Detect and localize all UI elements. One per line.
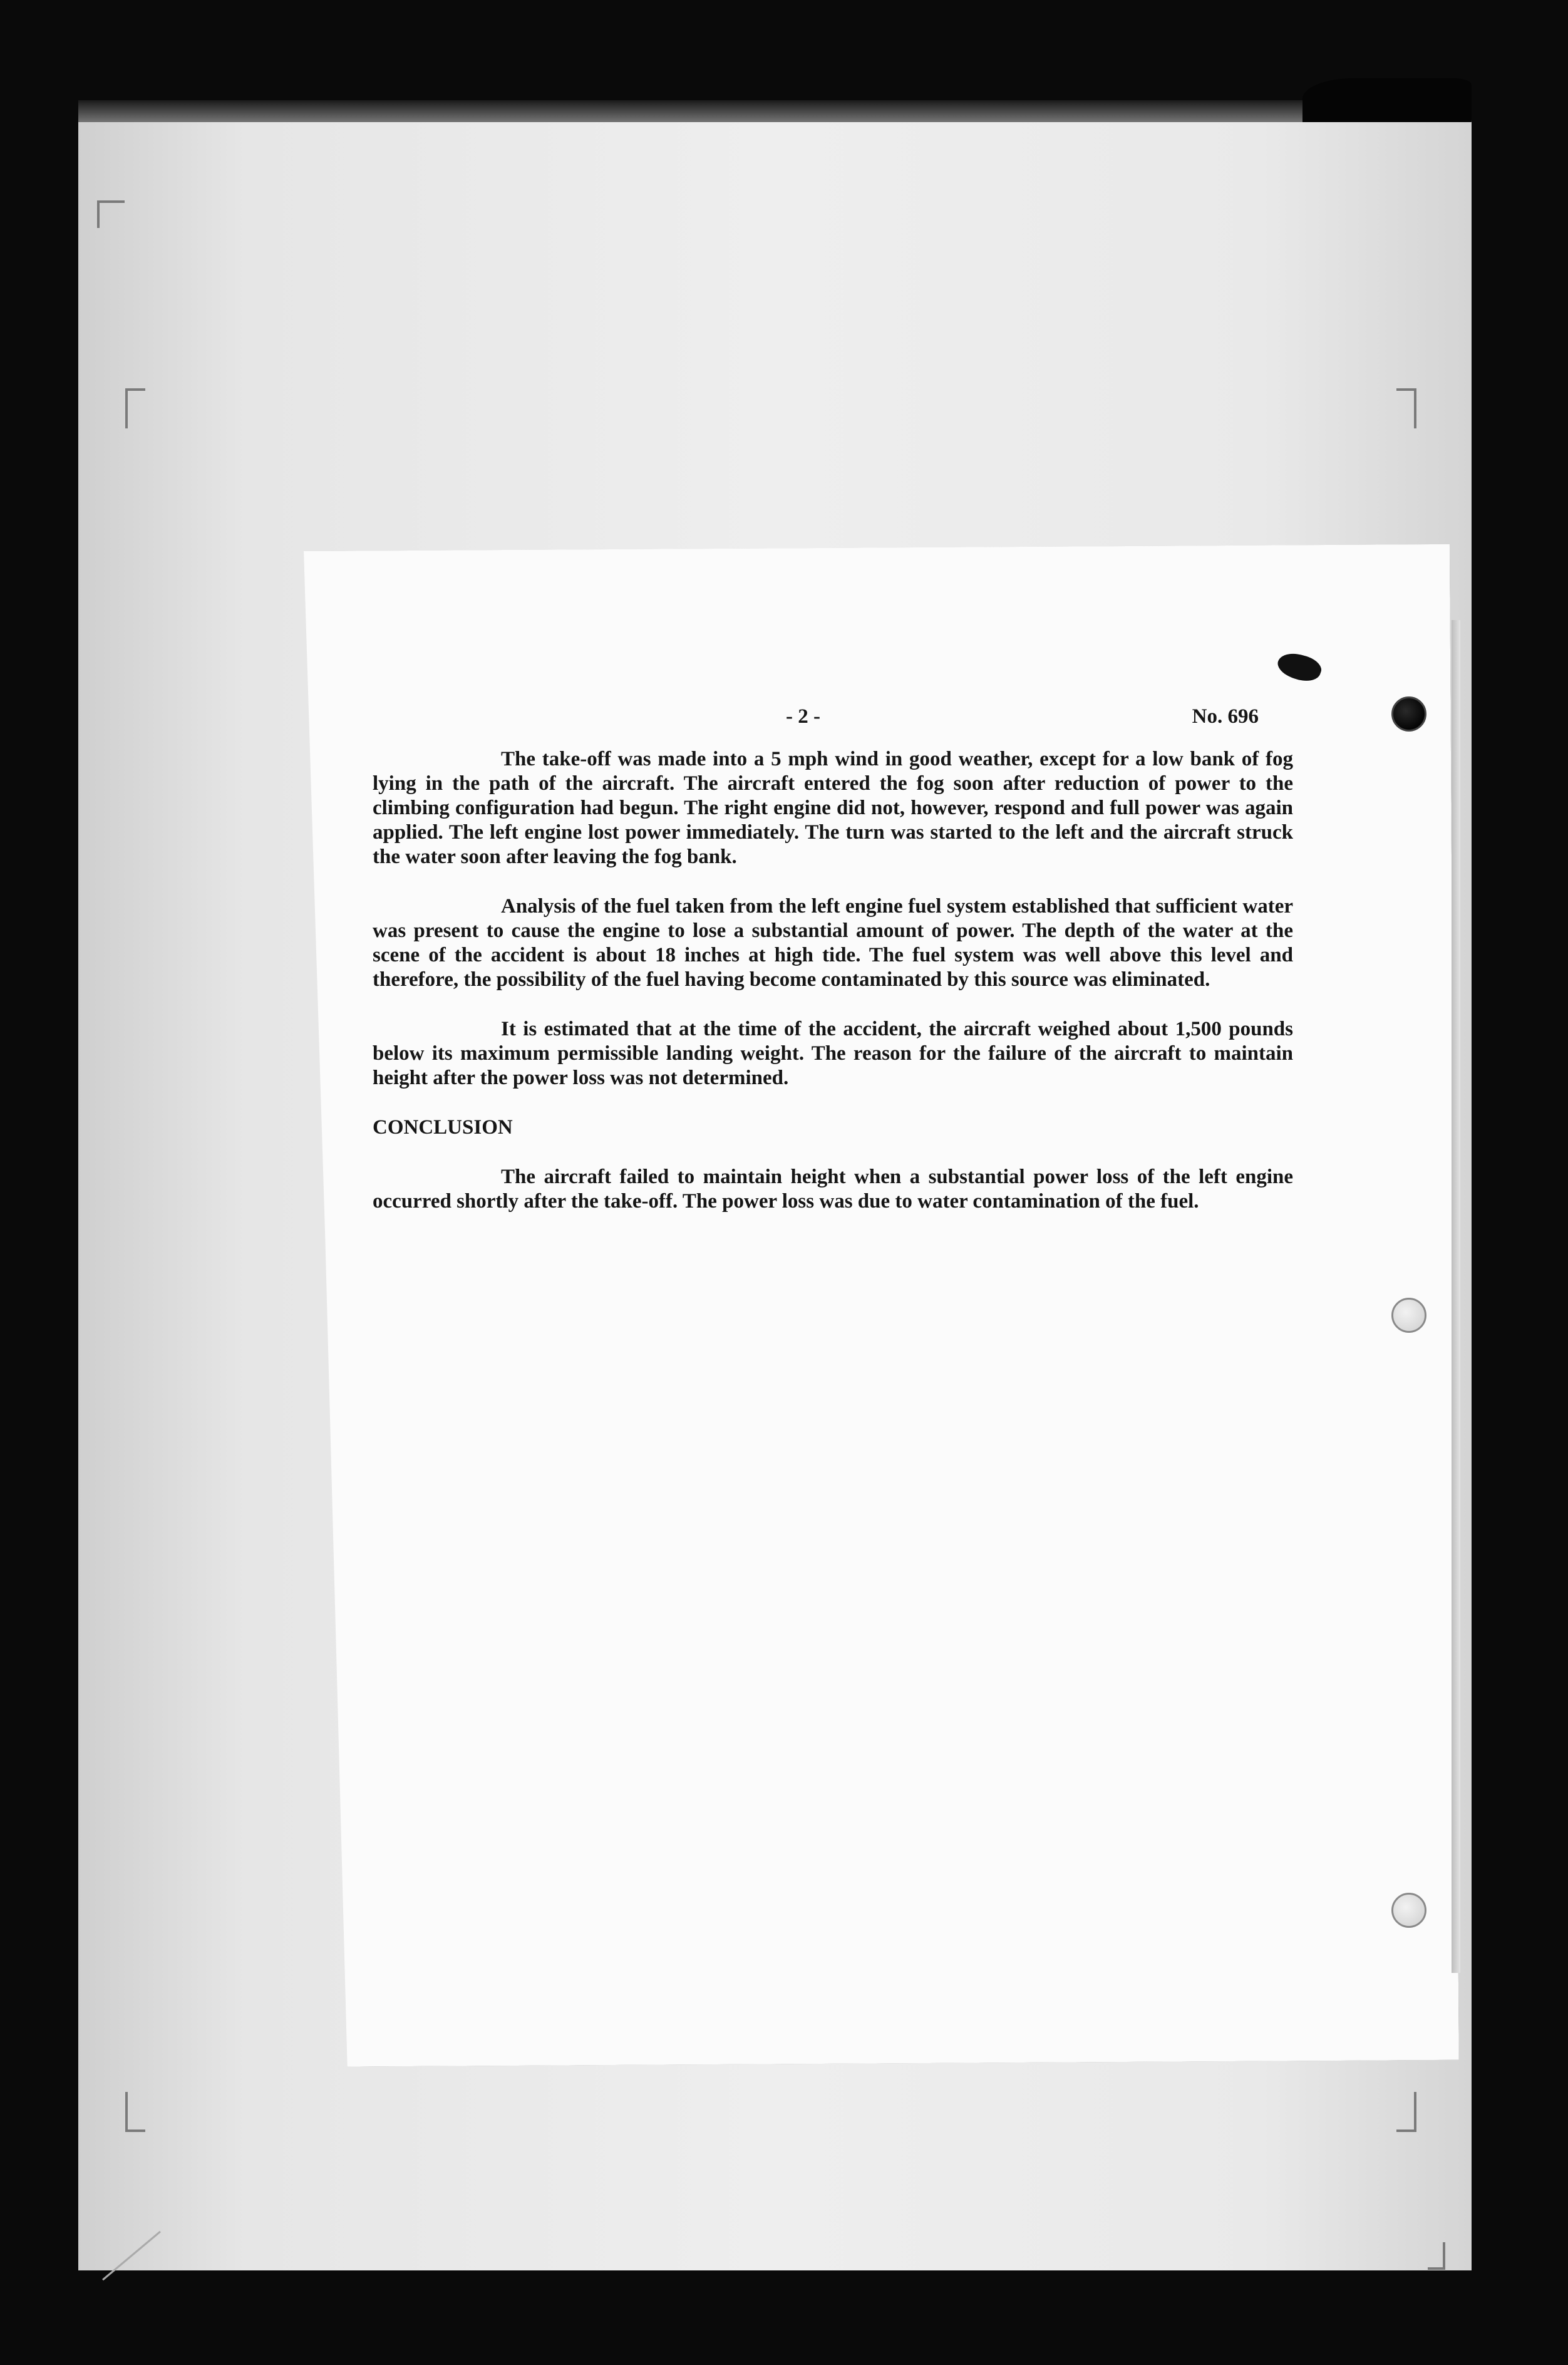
punch-hole-bottom — [1391, 1893, 1426, 1928]
crop-mark-outer-bottom-right — [1428, 2242, 1445, 2270]
conclusion-heading: CONCLUSION — [373, 1116, 513, 1139]
document-number: No. 696 — [1192, 705, 1259, 728]
paragraph-text: The take-off was made into a 5 mph wind in good weather, except for a low bank of fog lying in the path of the aircraft. The aircraft entered the fog soon after reduction of power to the climbing configuration had begun. The right engine did not, however, respond and full power was again applied. The left engine lost power immediately. The turn was started to the left and the aircraft struck the water soon after leaving the fog bank. — [373, 748, 1293, 868]
paragraph-text: It is estimated that at the time of the accident, the aircraft weighed about 1,500 pounds below its maximum permissible landing weight. The reason for the failure of the aircraft to maintain height after the power loss was not determined. — [373, 1018, 1293, 1089]
crop-mark-bottom-right — [1396, 2092, 1416, 2132]
punch-hole-top — [1391, 696, 1426, 732]
crop-mark-mid-left — [125, 388, 145, 428]
page-header — [373, 705, 1293, 736]
sheet-edge — [1452, 620, 1460, 1973]
document-body — [373, 705, 1293, 1239]
paragraph-weight — [373, 1017, 1293, 1090]
crop-mark-bottom-left — [125, 2092, 145, 2132]
crop-mark-top-left — [97, 200, 125, 228]
page-number: - 2 - — [786, 705, 820, 728]
paragraph-fuel-analysis — [373, 894, 1293, 992]
paragraph-text: Analysis of the fuel taken from the left engine fuel system established that sufficient water was present to cause the engine to lose a substantial amount of power. The depth of the water at the scene of the accident is about 18 inches at high tide. The fuel system was well above this level and therefore, the possibility of the fuel having become contaminated by this source was eliminated. — [373, 895, 1293, 991]
paragraph-text: The aircraft failed to maintain height when a substantial power loss of the left engine occurred shortly after the take-off. The power loss was due to water contamination of the fuel. — [373, 1166, 1293, 1213]
paragraph-conclusion — [373, 1165, 1293, 1214]
punch-hole-middle — [1391, 1298, 1426, 1333]
paragraph-takeoff — [373, 747, 1293, 869]
crop-mark-mid-right — [1396, 388, 1416, 428]
